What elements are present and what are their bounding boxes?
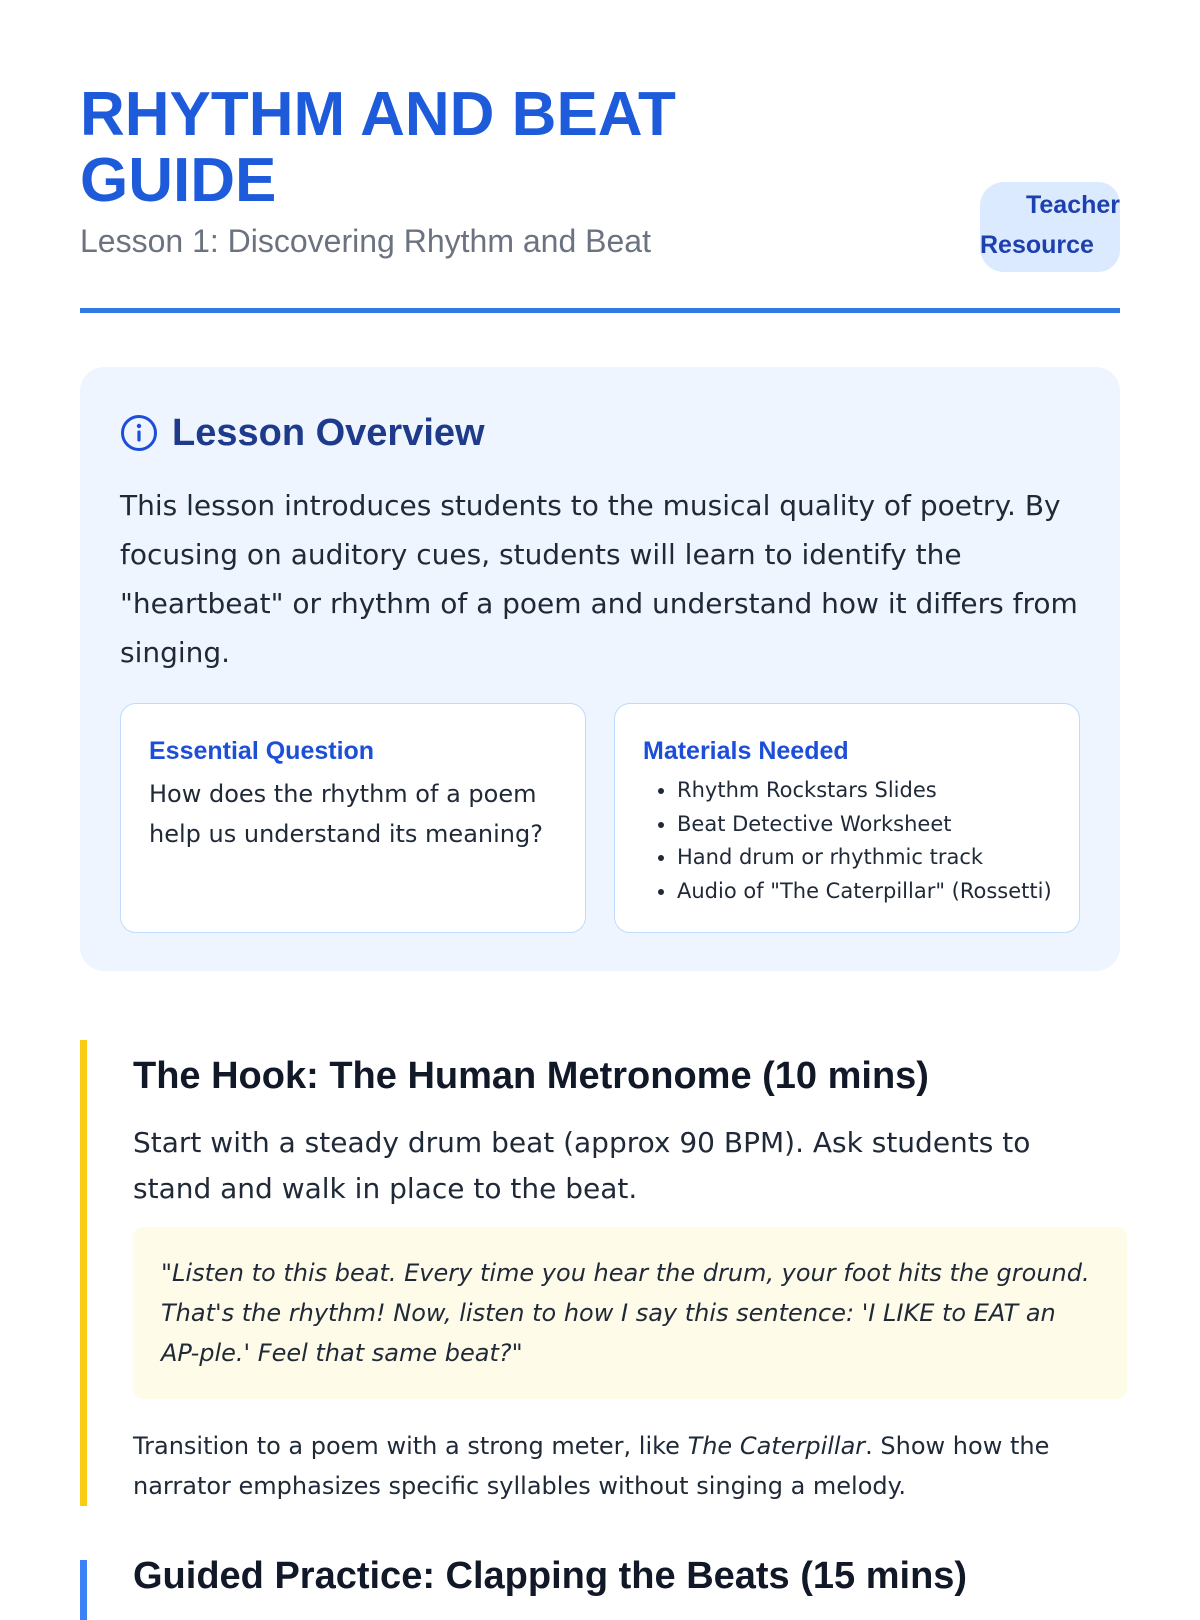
badge-line-1: Teacher: [1025, 191, 1120, 219]
hook-transition-text: [133, 1426, 1113, 1506]
essential-question-text: How does the rhythm of a poem help us understand its meaning?: [149, 780, 543, 848]
page-header: [80, 0, 1120, 312]
badge-line-2: Resource: [980, 231, 1094, 259]
materials-item: • Audio of "The Caterpillar" (Rossetti): [677, 875, 1052, 909]
poem-title: The Caterpillar: [687, 1432, 866, 1460]
materials-list: [643, 774, 1052, 908]
materials-item: • Rhythm Rockstars Slides: [677, 774, 1052, 808]
guided-practice-title: Guided Practice: Clapping the Beats (15 mins): [133, 1555, 968, 1597]
info-icon: [120, 414, 158, 452]
page-subtitle: Lesson 1: Discovering Rhythm and Beat: [80, 223, 651, 259]
hook-text: Start with a steady drum beat (approx 90 BPM). Ask students to stand and walk in place to the beat.: [133, 1126, 1031, 1205]
materials-item: • Hand drum or rhythmic track: [677, 841, 1052, 875]
hook-title: The Hook: The Human Metronome (10 mins): [133, 1055, 929, 1097]
transition-text-before: Transition to a poem with a strong meter, like: [133, 1432, 688, 1460]
lesson-page: [80, 0, 1120, 1597]
hook-section: [80, 1040, 1120, 1506]
materials-item: • Beat Detective Worksheet: [677, 808, 1052, 842]
essential-question-title: Essential Question: [149, 737, 375, 765]
teacher-script-quote: "Listen to this beat. Every time you hear the drum, your foot hits the ground. That's the rhythm! Now, listen to how I say this sentence: 'I LIKE to EAT an AP-ple.' Feel that same beat?": [133, 1227, 1127, 1399]
overview-title: Lesson Overview: [172, 412, 485, 454]
guided-practice-section: [80, 1555, 1120, 1620]
overview-text: This lesson introduces students to the musical quality of poetry. By focusing on auditory cues, students will learn to identify the "heartbeat" or rhythm of a poem and understand how it differs from singing.: [120, 489, 1078, 669]
transition-text-after: . Show how the narrator emphasizes specific syllables without singing a melody.: [133, 1432, 1050, 1500]
materials-title: Materials Needed: [643, 737, 849, 765]
teacher-resource-badge: [980, 182, 1120, 272]
essential-question-card: [120, 703, 586, 933]
materials-card: [614, 703, 1080, 933]
header-divider: [80, 308, 1120, 313]
lesson-overview-card: [80, 367, 1120, 971]
page-title: RHYTHM AND BEAT GUIDE: [80, 80, 676, 215]
overview-heading: [120, 411, 485, 455]
